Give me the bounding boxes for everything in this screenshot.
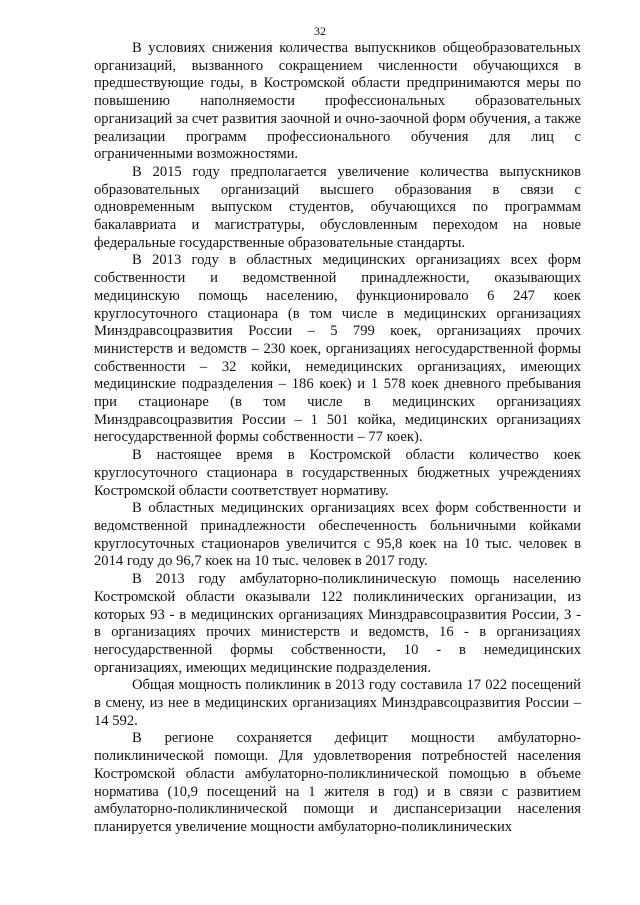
- paragraph-outpatient-capacity: Общая мощность поликлиник в 2013 году составила 17 022 посещений в смену, из нее в медицинских организациях Минздравсоцразвития России – 14 592.: [94, 677, 581, 729]
- paragraph-graduates-decline: В условиях снижения количества выпускников общеобразовательных организаций, вызванного сокращением численности обучающихся в предшествующие годы, в Костромской области предпринимаются меры по повышению наполняемости профессиональных образовательных организаций за счет развития заочной и очно-заочной форм обучения, а также реализации программ профессионального обучения для лиц с ограниченными возможностями.: [94, 40, 581, 163]
- paragraph-outpatient-deficit: В регионе сохраняется дефицит мощности амбулаторно-поликлинической помощи. Для удовлетворения потребностей населения Костромской области амбулаторно-поликлинической помощью в объеме норматива (10,9 посещений на 1 жителя в год) и в связи с развитием амбулаторно-поликлинической помощи и диспансеризации населения планируется увеличение мощности амбулаторно-поликлинических: [94, 730, 581, 835]
- paragraph-graduates-increase: В 2015 году предполагается увеличение количества выпускников образовательных организаций высшего образования в связи с одновременным выпуском студентов, обучающихся по программам бакалавриата и магистратуры, обусловленным переходом на новые федеральные государственные образовательные стандарты.: [94, 163, 581, 251]
- paragraph-beds-provision: В областных медицинских организациях всех форм собственности и ведомственной принадлежности обеспеченность больничными койками круглосуточных стационаров увеличится с 95,8 коек на 10 тыс. человек в 2014 году до 96,7 коек на 10 тыс. человек в 2017 году.: [94, 500, 581, 570]
- document-body: [94, 40, 581, 837]
- page-number: 32: [314, 24, 326, 38]
- paragraph-beds-normative: В настоящее время в Костромской области количество коек круглосуточного стационара в государственных бюджетных учреждениях Костромской области соответствует нормативу.: [94, 447, 581, 499]
- paragraph-hospital-beds-2013: В 2013 году в областных медицинских организациях всех форм собственности и ведомственной принадлежности, оказывающих медицинскую помощь населению, функционировало 6 247 коек круглосуточного стационара (в том числе в медицинских организациях Минздравсоцразвития России – 5 799 коек, организациях прочих министерств и ведомств – 230 коек, организациях негосударственной формы собственности – 32 койки, немедицинских организациях, имеющих медицинские подразделения – 186 коек) и 1 578 коек дневного пребывания при стационаре (в том числе в медицинских организациях Минздравсоцразвития России – 1 501 койка, медицинских организациях негосударственной формы собственности – 77 коек).: [94, 252, 581, 446]
- paragraph-outpatient-organizations: В 2013 году амбулаторно-поликлиническую помощь населению Костромской области оказывали 122 поликлинических организации, из которых 93 - в медицинских организациях Минздравсоцразвития России, 3 - в организациях прочих министерств и ведомств, 16 - в организациях негосударственной формы собственности, 10 - в немедицинских организациях, имеющих медицинские подразделения.: [94, 571, 581, 676]
